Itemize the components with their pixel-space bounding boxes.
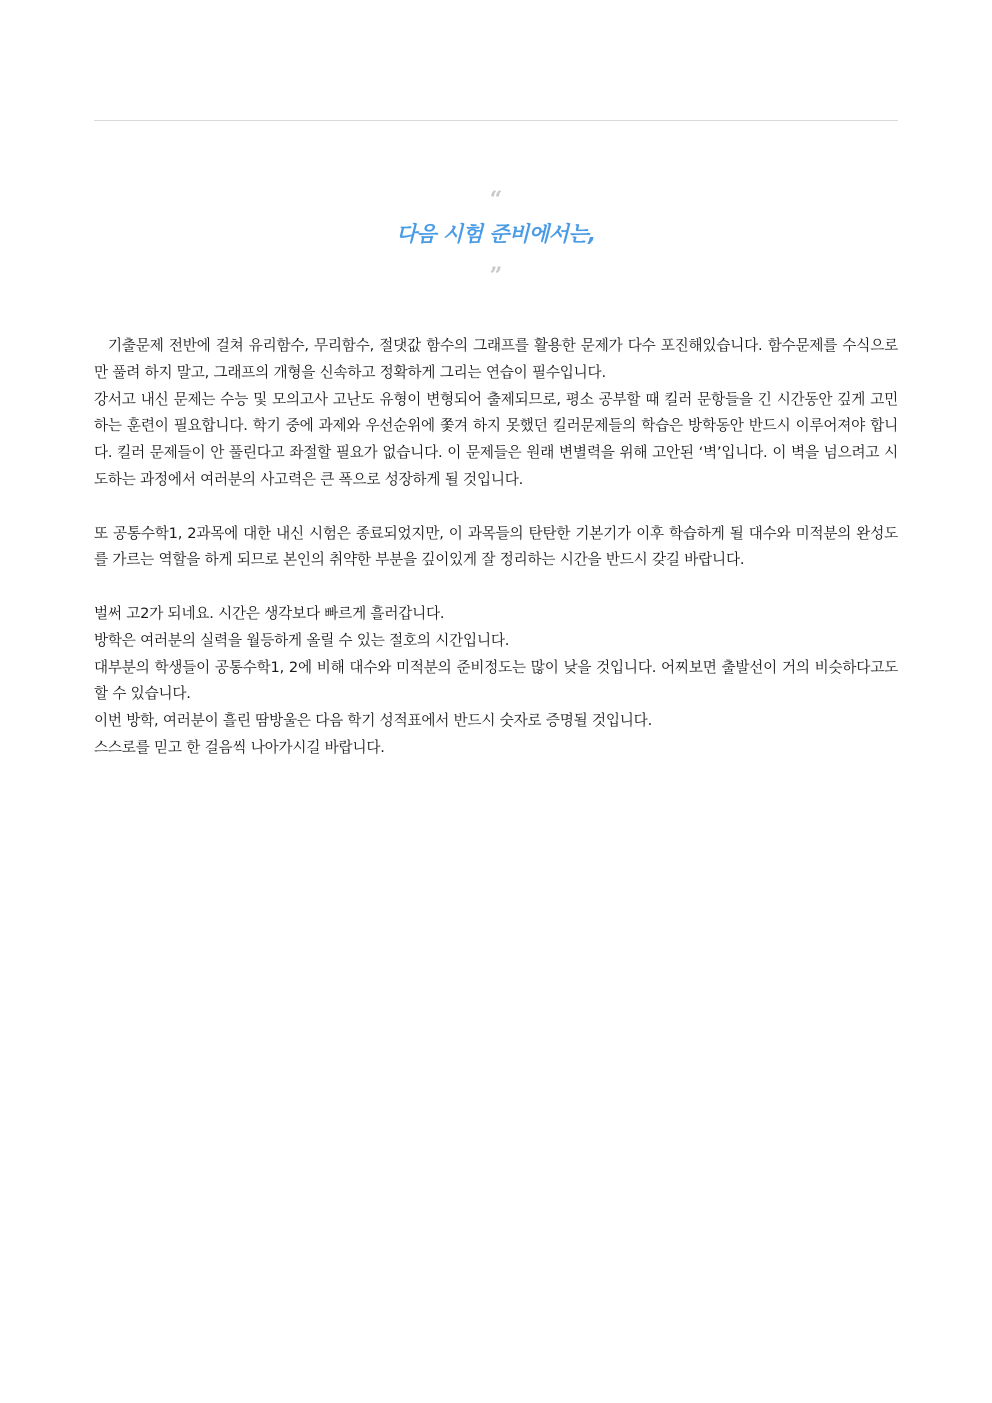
open-quote-icon: “ (489, 187, 503, 213)
paragraph-grade-two: 벌써 고2가 되네요. 시간은 생각보다 빠르게 흘러갑니다. (94, 604, 445, 622)
paragraph-vacation: 방학은 여러분의 실력을 월등하게 올릴 수 있는 절호의 시간입니다. (94, 631, 510, 649)
paragraph-effort: 이번 방학, 여러분이 흘린 땀방울은 다음 학기 성적표에서 반드시 숫자로 증명될 것입니다. (94, 712, 653, 730)
paragraph-graph-functions: 기출문제 전반에 걸쳐 유리함수, 무리함수, 절댓값 함수의 그래프를 활용한 문제가 다수 포진해있습니다. 함수문제를 수식으로만 풀려 하지 말고, 그래프의 개형을 신속하고 정확하게 그리는 연습이 필수입니다. (94, 337, 898, 381)
paragraph-closing: 스스로를 믿고 한 걸음씩 나아가시길 바랍니다. (94, 738, 385, 756)
paragraph-spacer (94, 574, 898, 601)
section-heading (94, 188, 898, 288)
paragraph-killer-problems: 강서고 내신 문제는 수능 및 모의고사 고난도 유형이 변형되어 출제되므로, 평소 공부할 때 킬러 문항들을 긴 시간동안 깊게 고민하는 훈련이 필요합니다. 학기 중에 과제와 우선순위에 쫓겨 하지 못했던 킬러문제들의 학습은 방학동안 반드시 이루어져야 합니다. 킬러 문제들이 안 풀린다고 좌절할 필요가 없습니다. 이 문제들은 원래 변별력을 위해 고안된 ‘벽’입니다. 이 벽을 넘으려고 시도하는 과정에서 여러분의 사고력은 큰 폭으로 성장하게 될 것입니다. (94, 390, 898, 488)
paragraph-spacer (94, 494, 898, 521)
top-divider (94, 120, 898, 121)
close-quote-icon: ” (489, 263, 503, 289)
section-title: 다음 시험 준비에서는, (396, 222, 596, 246)
paragraph-common-math: 또 공통수학1, 2과목에 대한 내신 시험은 종료되었지만, 이 과목들의 탄탄한 기본기가 이후 학습하게 될 대수와 미적분의 완성도를 가르는 역할을 하게 되므로 본인의 취약한 부분을 깊이있게 잘 정리하는 시간을 반드시 갖길 바랍니다. (94, 524, 898, 569)
body-text (94, 333, 898, 762)
paragraph-starting-line: 대부분의 학생들이 공통수학1, 2에 비해 대수와 미적분의 준비정도는 많이 낮을 것입니다. 어찌보면 출발선이 거의 비슷하다고도 할 수 있습니다. (94, 658, 898, 703)
